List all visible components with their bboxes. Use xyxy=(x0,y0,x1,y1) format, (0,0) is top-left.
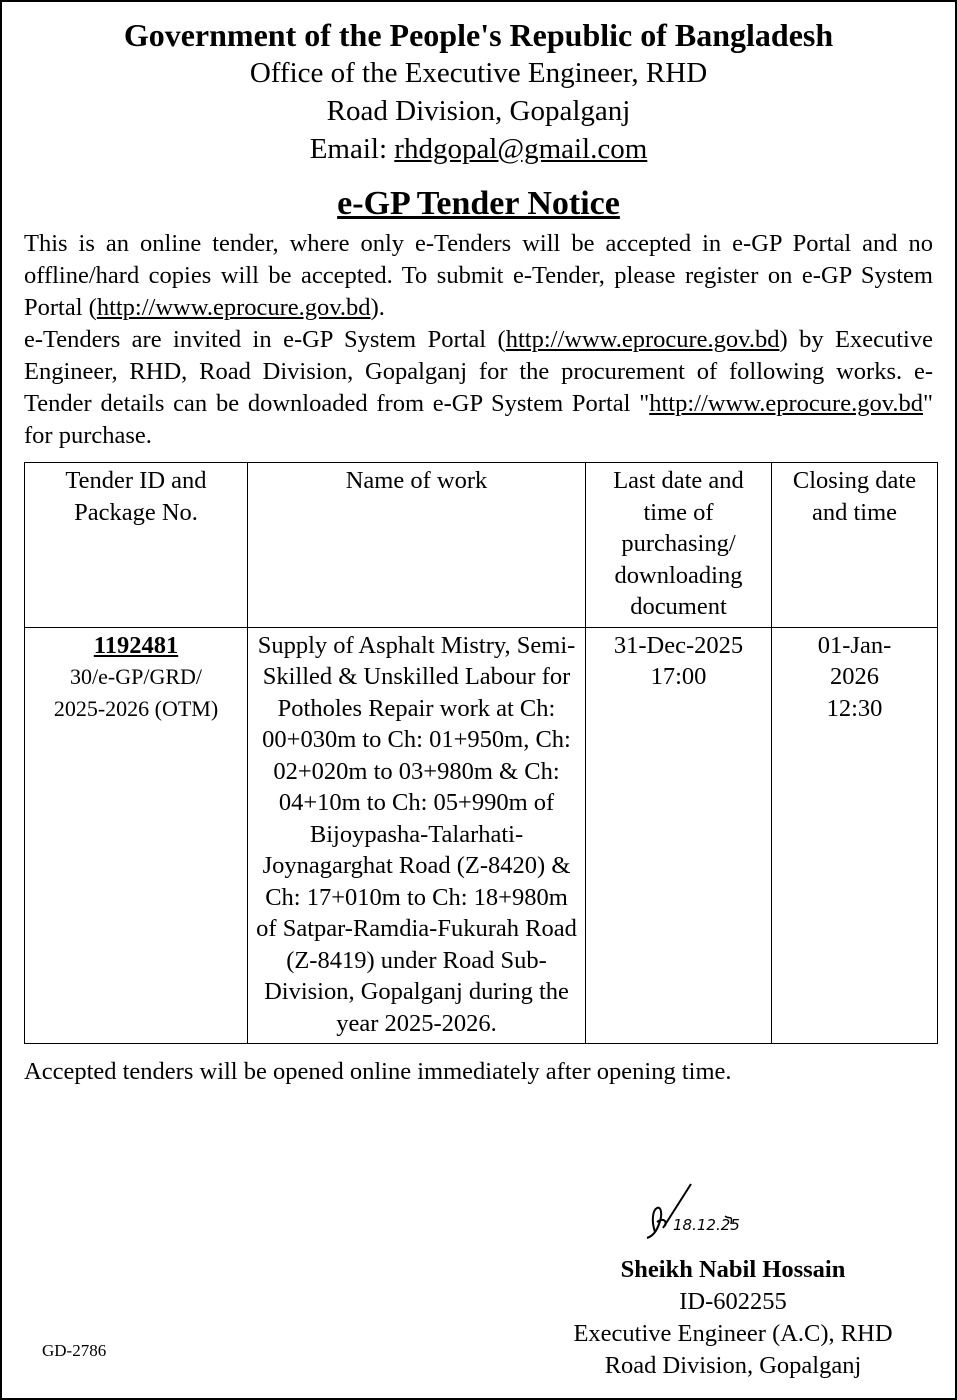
closing-date-part2: 2026 xyxy=(830,663,879,690)
cell-tender-id xyxy=(25,627,248,1044)
office-name: Office of the Executive Engineer, RHD xyxy=(249,57,708,89)
footer-note: Accepted tenders will be opened online immediately after opening time. xyxy=(24,1058,732,1085)
header-name-of-work: Name of work xyxy=(248,463,586,628)
svg-text:18.12.25: 18.12.25 xyxy=(673,1216,740,1234)
eprocure-link[interactable]: http://www.eprocure.gov.bd xyxy=(649,390,923,417)
header-last-date: Last date and time of purchasing/ downloading document xyxy=(586,463,772,628)
last-date: 31-Dec-2025 xyxy=(613,631,744,659)
package-no-line1: 30/e-GP/GRD/ xyxy=(70,664,202,689)
cell-last-date xyxy=(586,627,772,1044)
intro-text: This is an online tender, where only e-Tenders will be accepted in e-GP Portal and no offline/hard copies will be accepted. To submit e-Tender, please register on e-GP System Portal ( xyxy=(24,230,933,321)
signatory-title: Executive Engineer (A.C), RHD xyxy=(573,1320,893,1347)
package-no-line2: 2025-2026 (OTM) xyxy=(53,696,219,721)
email-label: Email: xyxy=(309,133,395,165)
closing-date-part1: 01-Jan- xyxy=(817,631,892,659)
closing-time: 12:30 xyxy=(826,694,883,722)
email-link[interactable]: rhdgopal@gmail.com xyxy=(394,133,648,165)
header-closing-date: Closing date and time xyxy=(772,463,938,628)
cell-name-of-work: Supply of Asphalt Mistry, Semi-Skilled & Unskilled Labour for Potholes Repair work at Ch: 00+030m to Ch: 01+950m, Ch: 02+020m to 03+980m & Ch: 04+10m to Ch: 05+990m of Bijoypasha-Talarhati-Joynagarghat Road (Z-8420) & Ch: 17+010m to Ch: 18+980m of Satpar-Ramdia-Fukurah Road (Z-8419) under Road Sub-Division, Gopalganj during the year 2025-2026. xyxy=(248,627,586,1044)
table-header-row xyxy=(25,463,938,628)
table-row xyxy=(25,627,938,1044)
last-time: 17:00 xyxy=(650,663,707,690)
tender-table xyxy=(24,462,938,1044)
cell-closing-date xyxy=(772,627,938,1044)
signature-block xyxy=(533,1172,933,1382)
signatory-id: ID-602255 xyxy=(679,1288,787,1315)
intro-text: ) by Executive Engineer, RHD, Road Division, Gopalganj for the procurement of following works. e-Tender details can be downloaded from e-GP System Portal " xyxy=(24,326,933,417)
handwritten-signature xyxy=(533,1172,933,1254)
header-tender-id: Tender ID and Package No. xyxy=(25,463,248,628)
notice-title: e-GP Tender Notice xyxy=(337,185,620,222)
intro-text: e-Tenders are invited in e-GP System Portal ( xyxy=(24,326,506,353)
government-title: Government of the People's Republic of Bangladesh xyxy=(123,17,834,53)
signatory-name: Sheikh Nabil Hossain xyxy=(620,1256,846,1283)
email-line xyxy=(24,130,933,168)
signatory-division: Road Division, Gopalganj xyxy=(604,1352,862,1379)
signature-icon xyxy=(633,1180,753,1250)
notice-header xyxy=(24,16,933,168)
eprocure-link[interactable]: http://www.eprocure.gov.bd xyxy=(505,326,780,353)
gd-code: GD-2786 xyxy=(42,1341,107,1360)
intro-text: ). xyxy=(370,294,385,321)
intro-text: " for purchase. xyxy=(24,390,933,449)
eprocure-link[interactable]: http://www.eprocure.gov.bd xyxy=(96,294,371,321)
division-name: Road Division, Gopalganj xyxy=(326,95,631,127)
intro-paragraph-2 xyxy=(24,324,933,452)
intro-paragraph-1 xyxy=(24,228,933,324)
tender-id: 1192481 xyxy=(93,631,179,659)
